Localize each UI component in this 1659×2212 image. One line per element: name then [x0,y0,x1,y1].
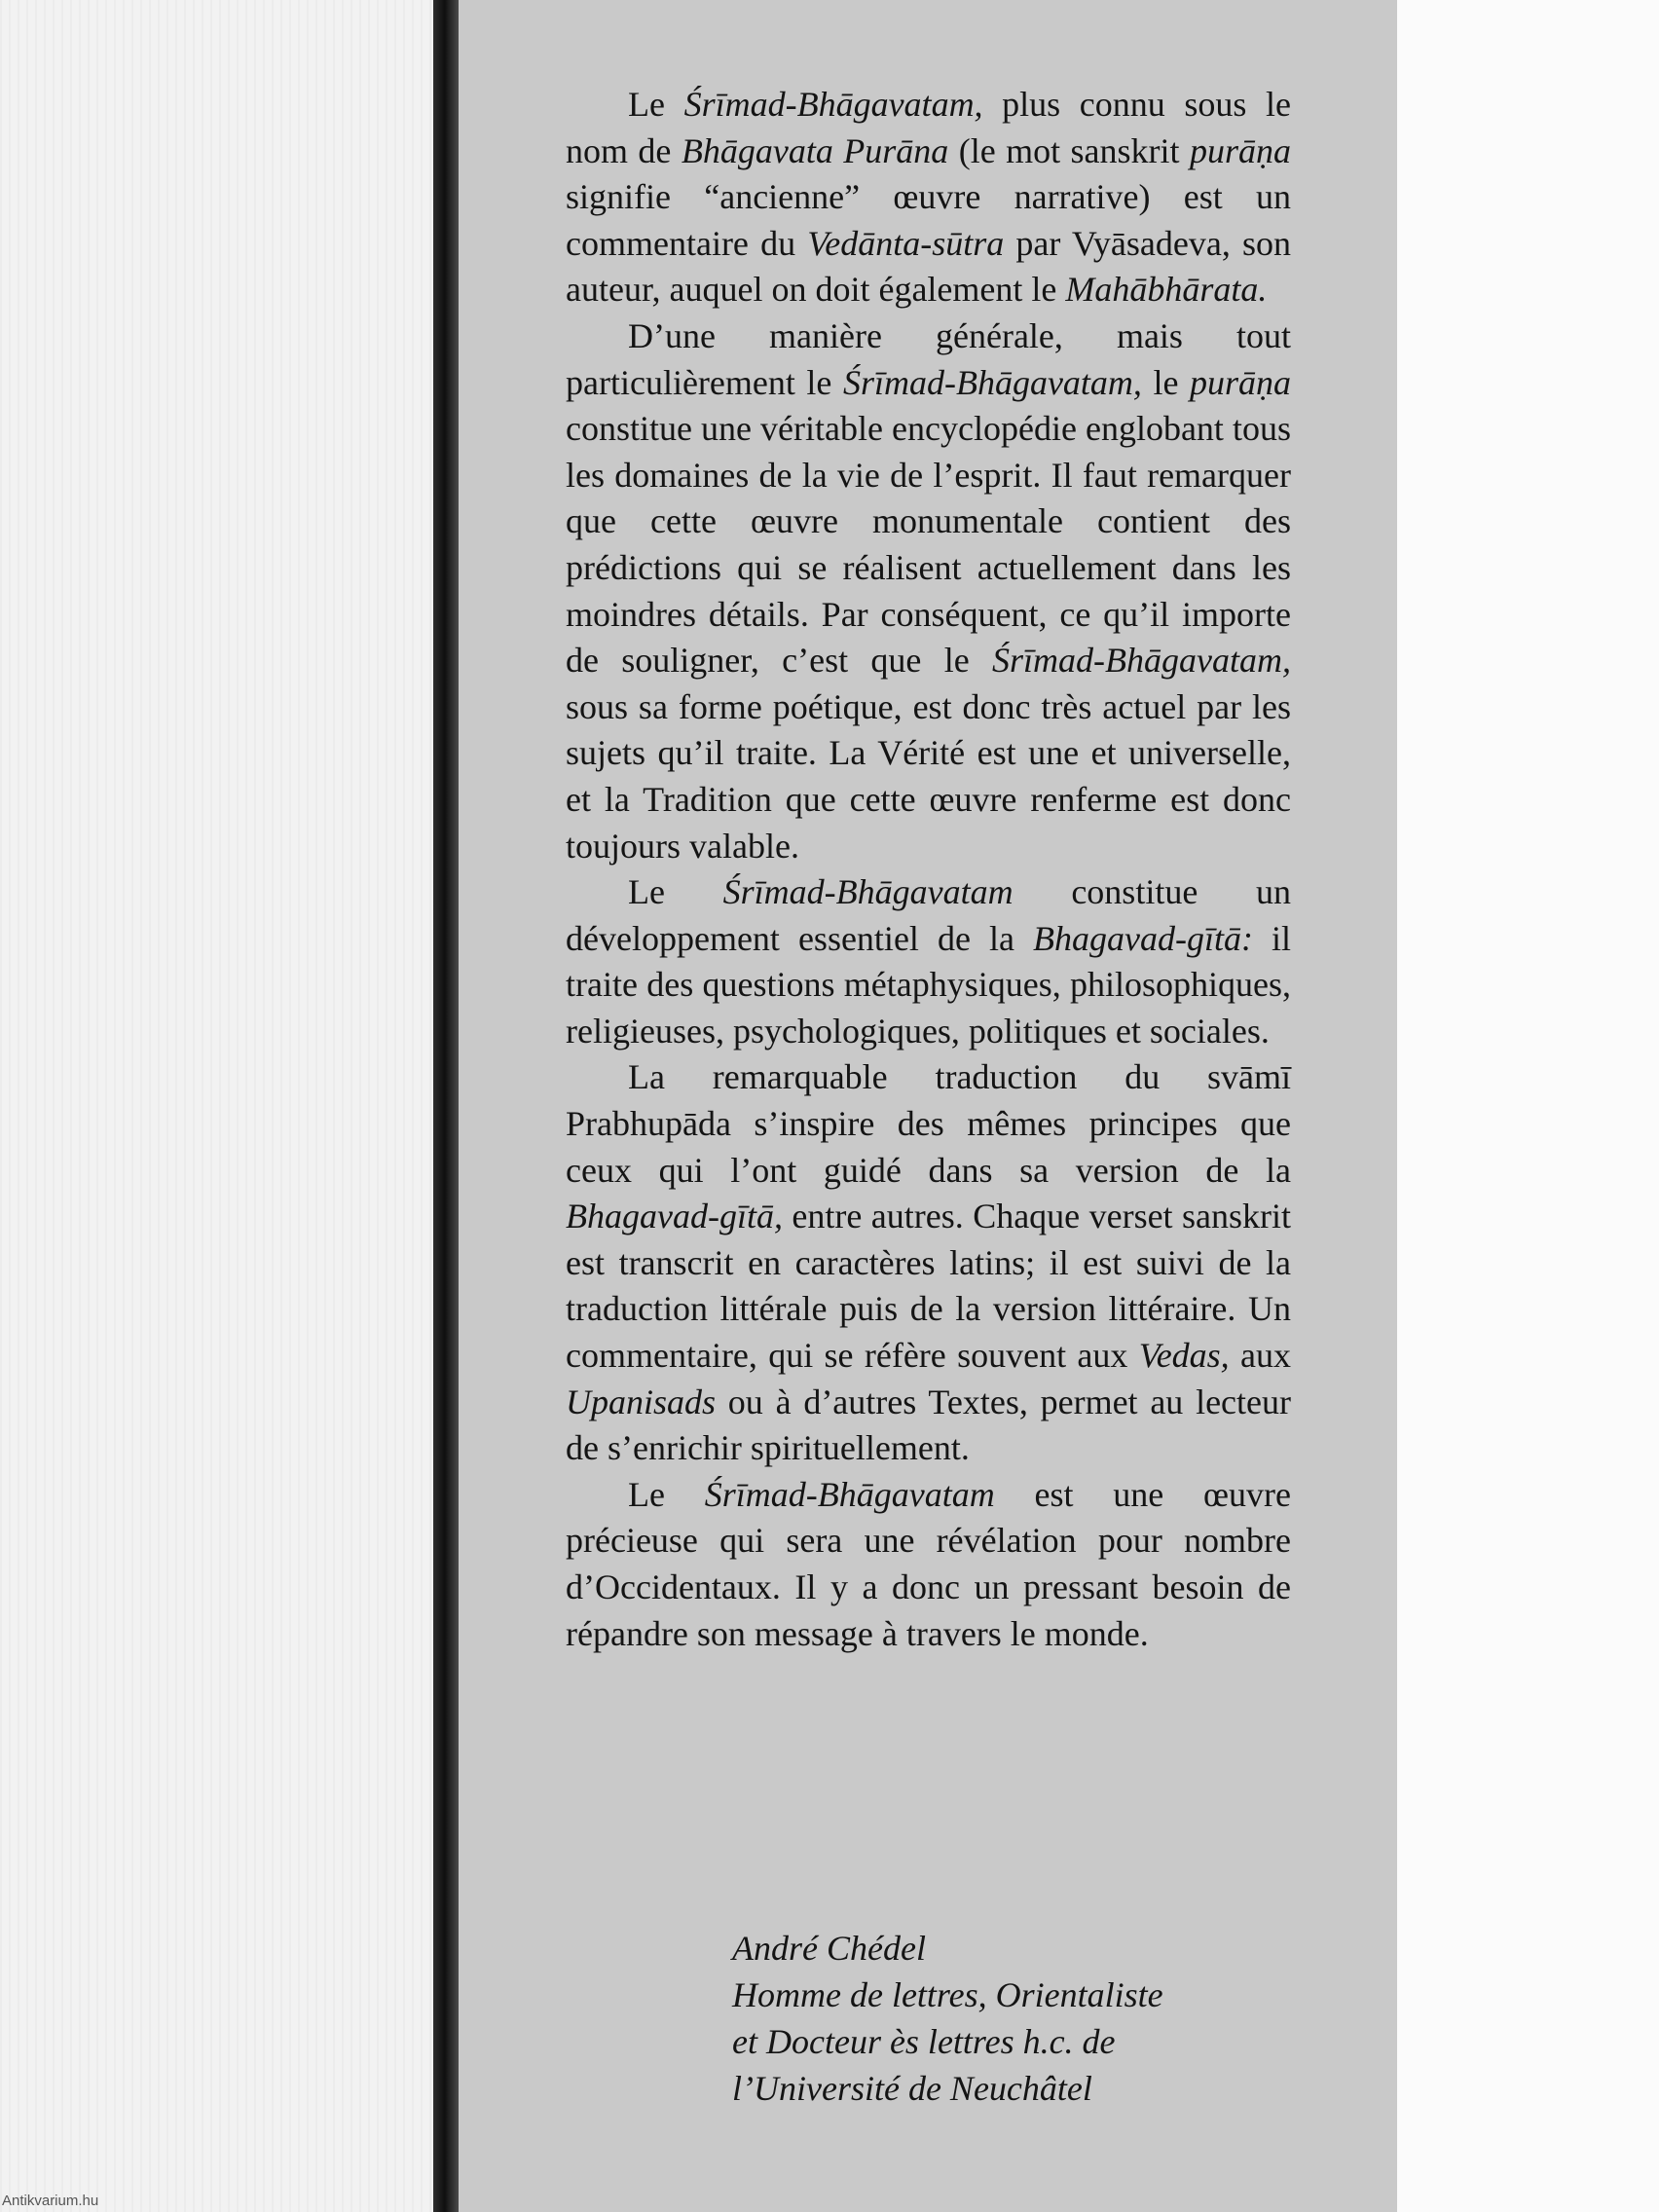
text-run: aux [1229,1336,1291,1376]
signature-title-line: et Docteur ès lettres h.c. de [732,2022,1116,2061]
book-spine [433,0,459,2212]
italic-term: Bhagavad-gītā: [1033,918,1253,958]
text-run: il traite des questions métaphysiques, philosophiques, religieuses, psychologiques, politiques et sociales. [566,918,1291,1051]
italic-term: Bhāgavata Purāna [681,130,949,170]
text-run: Le [628,1474,705,1514]
text-run: Le [628,85,684,124]
right-background [1397,0,1659,2212]
italic-term: Śrīmad-Bhāgavatam [722,872,1014,912]
italic-term: purāṇa [1189,362,1291,402]
left-page [0,0,433,2212]
italic-term: Vedānta-sūtra [807,223,1005,263]
paragraph [566,1472,1291,1657]
text-run: plus connu sous le nom de [566,85,1292,170]
text-run: sous sa forme poétique, est donc très actuel par les sujets qu’il traite. La Vérité est une et universelle, et la Tradition que cette œuvre renferme est donc toujours valable. [566,686,1291,866]
italic-term: purāṇa [1189,130,1291,170]
text-run: est une œuvre précieuse qui sera une révélation pour nombre d’Occidentaux. Il y a donc un pressant besoin de répandre son message à travers le monde. [566,1474,1291,1653]
italic-term: Upanisads [566,1382,717,1421]
text-run: D’une manière générale, mais tout particulièrement le [566,315,1291,402]
paragraph [566,313,1291,869]
paragraph [566,82,1291,313]
italic-term: Mahābhārata. [1065,270,1268,310]
signature-block [732,1925,1336,2112]
paragraph [566,1054,1291,1471]
italic-term: Śrīmad-Bhāgavatam, [683,85,983,124]
text-run: signifie “ancienne” œuvre narrative) est un commentaire du [566,177,1291,263]
text-run: Le [628,872,723,912]
italic-term: Bhagavad-gītā, [566,1197,783,1236]
text-run: (le mot sanskrit [948,130,1190,170]
text-run: entre autres. Chaque verset sanskrit est transcrit en caractères latins; il est suivi de la traduction littérale puis de la version littéraire. Un commentaire, qui se réfère souvent aux [566,1197,1291,1376]
italic-term: Śrīmad-Bhāgavatam [704,1474,995,1514]
text-run: par Vyāsadeva, son auteur, auquel on doit également le [566,223,1291,310]
signature-name: André Chédel [732,1929,926,1968]
italic-term: Śrīmad-Bhāgavatam, [842,362,1142,402]
italic-term: Vedas, [1138,1336,1230,1376]
text-run: constitue une véritable encyclopédie englobant tous les domaines de la vie de l’esprit. Il faut remarquer que cette œuvre monumentale contient des prédictions qui se réalisent actuellement dans les moindres détails. Par conséquent, ce qu’il importe de souligner, c’est que le [566,409,1291,681]
italic-term: Śrīmad-Bhāgavatam, [992,641,1291,681]
watermark: Antikvarium.hu [2,2193,99,2209]
text-run: constitue un développement essentiel de la [566,872,1291,958]
text-run: La remarquable traduction du svāmī Prabhupāda s’inspire des mêmes principes que ceux qui l’ont guidé dans sa version de la [566,1057,1291,1190]
text-run: ou à d’autres Textes, permet au lecteur de s’enrichir spirituellement. [566,1382,1291,1468]
paragraph [566,869,1291,1054]
text-run: le [1141,362,1190,402]
signature-title-line: Homme de lettres, Orientaliste [732,1975,1163,2014]
signature-title-line: l’Université de Neuchâtel [732,2069,1092,2108]
flap-text [566,82,1291,1657]
